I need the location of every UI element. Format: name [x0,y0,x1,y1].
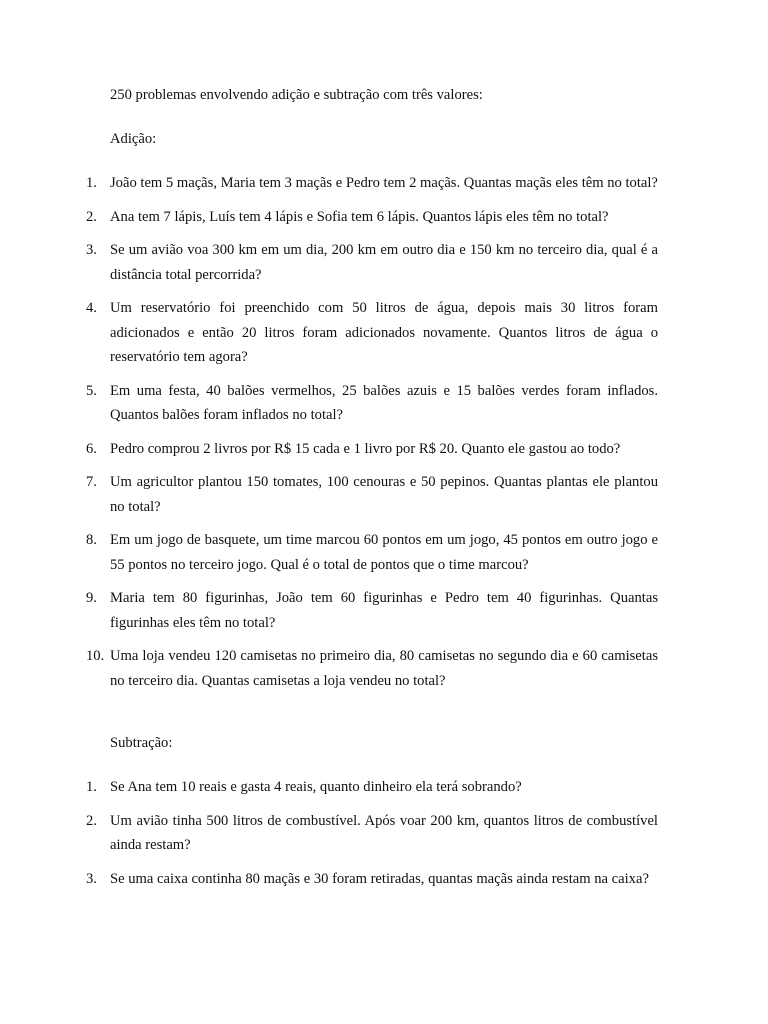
item-number: 6. [86,440,97,457]
list-item [0,528,658,577]
item-number: 4. [86,300,97,316]
item-number: 5. [86,382,97,399]
item-text: Se Ana tem 10 reais e gasta 4 reais, quanto dinheiro ela terá sobrando? [110,779,522,795]
list-item [0,644,658,693]
addition-heading: Adição: [110,131,157,147]
intro-line: 250 problemas envolvendo adição e subtração com três valores: [110,87,483,103]
item-text: João tem 5 maçãs, Maria tem 3 maçãs e Pedro tem 2 maçãs. Quantas maçãs eles têm no total? [110,175,658,191]
list-item [0,238,658,287]
list-item [0,809,658,858]
item-text: Um agricultor plantou 150 tomates, 100 cenouras e 50 pepinos. Quantas plantas ele plantou no total? [110,474,658,515]
addition-list [0,171,658,702]
list-item [0,379,658,428]
subtraction-list [0,775,658,900]
item-text: Uma loja vendeu 120 camisetas no primeiro dia, 80 camisetas no segundo dia e 60 camisetas no terceiro dia. Quantas camisetas a loja vendeu no total? [110,648,658,689]
item-text: Um avião tinha 500 litros de combustível. Após voar 200 km, quantos litros de combustível ainda restam? [110,812,658,853]
list-item [0,437,658,462]
item-text: Em um jogo de basquete, um time marcou 60 pontos em um jogo, 45 pontos em outro jogo e 55 pontos no terceiro jogo. Qual é o total de pontos que o time marcou? [110,532,658,573]
item-text: Pedro comprou 2 livros por R$ 15 cada e 1 livro por R$ 20. Quanto ele gastou ao todo? [110,440,621,457]
item-number: 2. [86,812,97,829]
item-text: Um reservatório foi preenchido com 50 litros de água, depois mais 30 litros foram adicionados e então 20 litros foram adicionados novamente. Quantos litros de água o reservatório tem agora? [110,300,658,365]
item-number: 2. [86,208,97,225]
list-item [0,867,658,892]
item-text: Se uma caixa continha 80 maçãs e 30 foram retiradas, quantas maçãs ainda restam na caixa? [110,870,649,887]
item-number: 3. [86,870,97,887]
list-item [0,205,658,230]
list-item [0,775,658,800]
item-text: Se um avião voa 300 km em um dia, 200 km em outro dia e 150 km no terceiro dia, qual é a distância total percorrida? [110,242,658,283]
subtraction-heading: Subtração: [110,735,173,751]
item-number: 9. [86,590,97,606]
list-item [0,296,658,370]
list-item [0,470,658,519]
item-text: Em uma festa, 40 balões vermelhos, 25 balões azuis e 15 balões verdes foram inflados. Quantos balões foram inflados no total? [110,382,658,423]
item-number: 1. [86,175,97,191]
list-item [0,171,658,196]
item-text: Ana tem 7 lápis, Luís tem 4 lápis e Sofia tem 6 lápis. Quantos lápis eles têm no total? [110,208,609,225]
item-number: 1. [86,779,97,795]
item-text: Maria tem 80 figurinhas, João tem 60 figurinhas e Pedro tem 40 figurinhas. Quantas figurinhas eles têm no total? [110,590,658,631]
list-item [0,586,658,635]
item-number: 3. [86,242,97,258]
item-number: 8. [86,532,97,548]
item-number: 10. [86,648,105,664]
item-number: 7. [86,474,97,490]
